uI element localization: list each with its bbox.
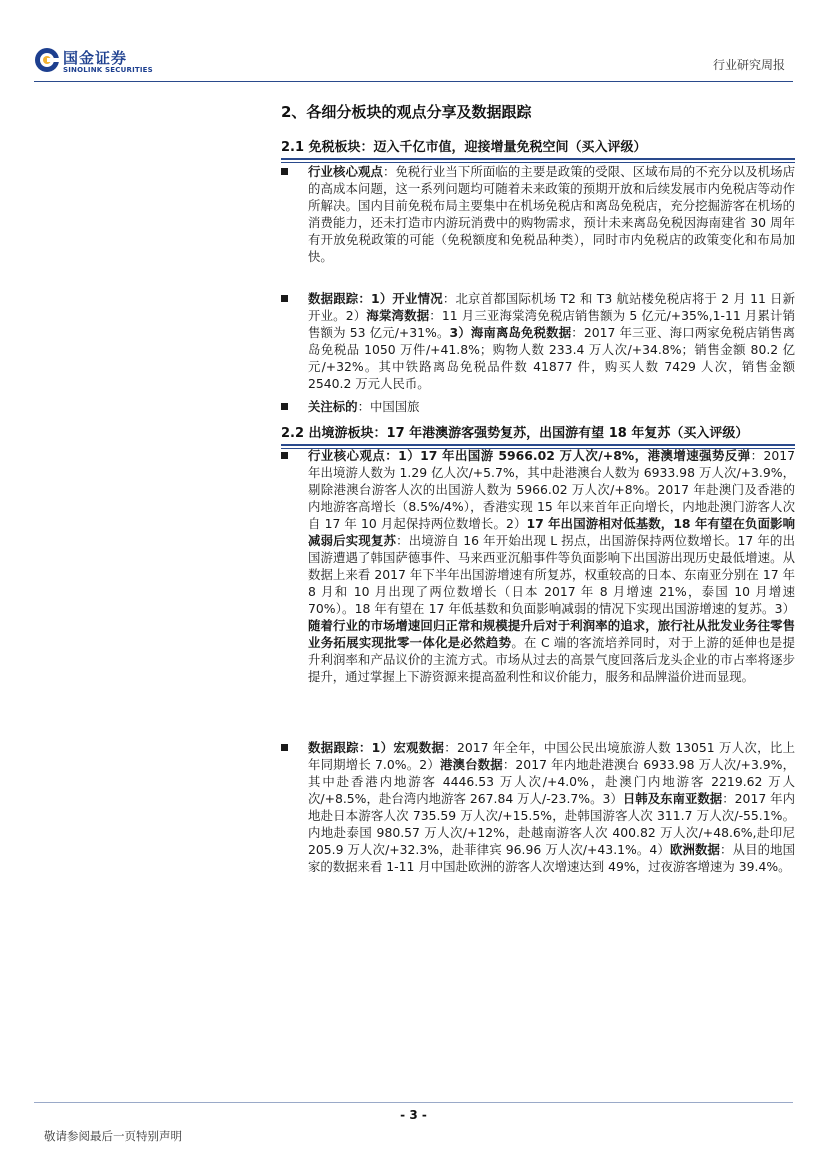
bullet-text	[308, 447, 795, 685]
logo-english-name: SINOLINK SECURITIES	[63, 66, 153, 74]
text-segment: ：2017 年内地赴日本游客人次 735.59 万人次/+15.5%，赴韩国游客人次 311.7 万人次/-55.1%。内地赴泰国 980.57 万人次/+12%，赴越南游客人次 400.82 万人次/+48.6%,赴印尼 205.9 万人次/+32.3%，赴菲律宾 96.96 万人次/+43.1%。4）	[308, 791, 795, 857]
bullet-duty-free-targets	[281, 398, 795, 415]
bold-text-segment: 日韩及东南亚数据	[622, 791, 723, 806]
text-segment: ：中国国旅	[357, 399, 420, 414]
square-bullet-icon	[281, 403, 288, 410]
bold-text-segment: 港澳台数据	[439, 757, 503, 772]
text-segment: ：2017 年全年，中国公民出境旅游人数 13051 万人次，比上年同期增长 7.0%。2）	[308, 740, 795, 772]
text-segment: ：2017 年三亚、海口两家免税店销售离岛免税品 1050 万件/+41.8%；购物人数 233.4 万人次/+34.8%；销售金额 80.2 亿元/+32%。其中铁路离岛免税品件数 41877 件，购买人数 7429 人次，销售金额 2540.2 万元人民币。	[308, 325, 795, 391]
bold-text-segment: 欧洲数据	[669, 842, 721, 857]
bullet-outbound-data	[281, 739, 795, 875]
subsection-heading-duty-free: 2.1 免税板块：迈入千亿市值，迎接增量免税空间（买入评级）	[281, 136, 795, 160]
subsection-heading-outbound-travel: 2.2 出境游板块：17 年港澳游客强势复苏，出国游有望 18 年复苏（买入评级）	[281, 422, 795, 446]
bold-text-segment: 3）海南离岛免税数据	[449, 325, 572, 340]
square-bullet-icon	[281, 168, 288, 175]
square-bullet-icon	[281, 295, 288, 302]
text-segment: ：免税行业当下所面临的主要是政策的受限、区域布局的不充分以及机场店的高成本问题，这一系列问题均可随着未来政策的预期开放和后续发展市内免税店等动作所解决。国内目前免税布局主要集中在机场免税店和离岛免税店，充分挖掘游客在机场的消费能力，还未打造市内游玩消费中的购物需求，预计未来离岛免税因海南建省 30 周年有开放免税政策的可能（免税额度和免税品种类），同时市内免税店的政策变化和布局加快。	[308, 164, 796, 264]
bullet-outbound-core-view	[281, 447, 795, 685]
bullet-duty-free-data	[281, 290, 795, 392]
text-segment: ：11 月三亚海棠湾免税店销售额为 5 亿元/+35%,1-11 月累计销售额为 53 亿元/+31%。	[308, 308, 796, 340]
bold-text-segment: 海棠湾数据	[366, 308, 430, 323]
text-segment: ：北京首都国际机场 T2 和 T3 航站楼免税店将于 2 月 11 日新开业。2）	[308, 291, 795, 323]
bullet-text	[308, 290, 795, 392]
text-segment: ：2017 年出境游人数为 1.29 亿人次/+5.7%，其中赴港澳台人数为 6933.98 万人次/+3.9%，剔除港澳台游客人次的出国游人数为 5966.02 万人次/+8%。2017 年赴澳门及香港的内地游客高增长（8.5%/4%），香港实现 15 年以来首年正向增长，内地赴澳门游客人次自 17 年 10 月起保持两位数增长。2）	[308, 448, 795, 531]
text-segment: 。在 C 端的客流培养同时，对于上游的延伸也是提升利润率和产品议价的主流方式。市场从过去的高景气度回落后龙头企业的市占率将逐步提升，通过掌握上下游资源来提高盈利性和议价能力，服务和品牌溢价进而显现。	[308, 635, 796, 684]
page-number: - 3 -	[400, 1108, 427, 1122]
report-type: 行业研究周报	[712, 58, 785, 72]
logo-chinese-name: 国金证券	[63, 49, 128, 67]
footer-disclaimer: 敬请参阅最后一页特别声明	[44, 1129, 182, 1143]
square-bullet-icon	[281, 452, 288, 459]
bold-text-segment: 数据跟踪：1）宏观数据	[308, 740, 445, 755]
bullet-duty-free-core-view	[281, 163, 795, 265]
text-segment: ：出境游自 16 年开始出现 L 拐点，出国游保持两位数增长。17 年的出国游遭遇了韩国萨德事件、马来西亚沉船事件等负面影响下出国游出现历史最低增速。从数据上来看 2017 年下半年出国游增速有所复苏，权重较高的日本、东南亚分别在 17 年 8 月和 10 月出现了两位数增长（日本 2017 年 8 月增速 21%，泰国 10 月增速 70%）。18 年有望在 17 年低基数和负面影响减弱的情况下实现出国游增速的复苏。3）	[308, 533, 795, 616]
bullet-text	[308, 739, 795, 875]
header-divider	[34, 81, 793, 82]
bold-text-segment: 数据跟踪：1）开业情况	[308, 291, 443, 306]
company-logo	[34, 47, 154, 79]
bold-text-segment: 随着行业的市场增速回归正常和规模提升后对于利润率的追求，旅行社从批发业务往零售业务拓展实现批零一体化是必然趋势	[308, 618, 795, 650]
bold-text-segment: 17 年出国游相对低基数，18 年有望在负面影响减弱后实现复苏	[308, 516, 795, 548]
section-title: 2、各细分板块的观点分享及数据跟踪	[281, 103, 532, 121]
bold-text-segment: 行业核心观点	[308, 164, 383, 179]
square-bullet-icon	[281, 744, 288, 751]
logo-mark-icon	[34, 47, 60, 73]
bold-text-segment: 关注标的	[308, 399, 358, 414]
text-segment: ：从目的地国家的数据来看 1-11 月中国赴欧洲的游客人次增速达到 49%，过夜游客增速为 39.4%。	[308, 842, 796, 874]
text-segment: ：2017 年内地赴港澳台 6933.98 万人次/+3.9%，其中赴香港内地游客 4446.53 万人次/+4.0%，赴澳门内地游客 2219.62 万人次/+8.5%，赴台湾内地游客 267.84 万人/-23.7%。3）	[308, 757, 795, 806]
footer-divider	[34, 1102, 793, 1103]
bullet-text	[308, 398, 795, 415]
bold-text-segment: 行业核心观点：1）17 年出国游 5966.02 万人次/+8%，港澳增速强势反弹	[308, 448, 751, 463]
bullet-text	[308, 163, 795, 265]
